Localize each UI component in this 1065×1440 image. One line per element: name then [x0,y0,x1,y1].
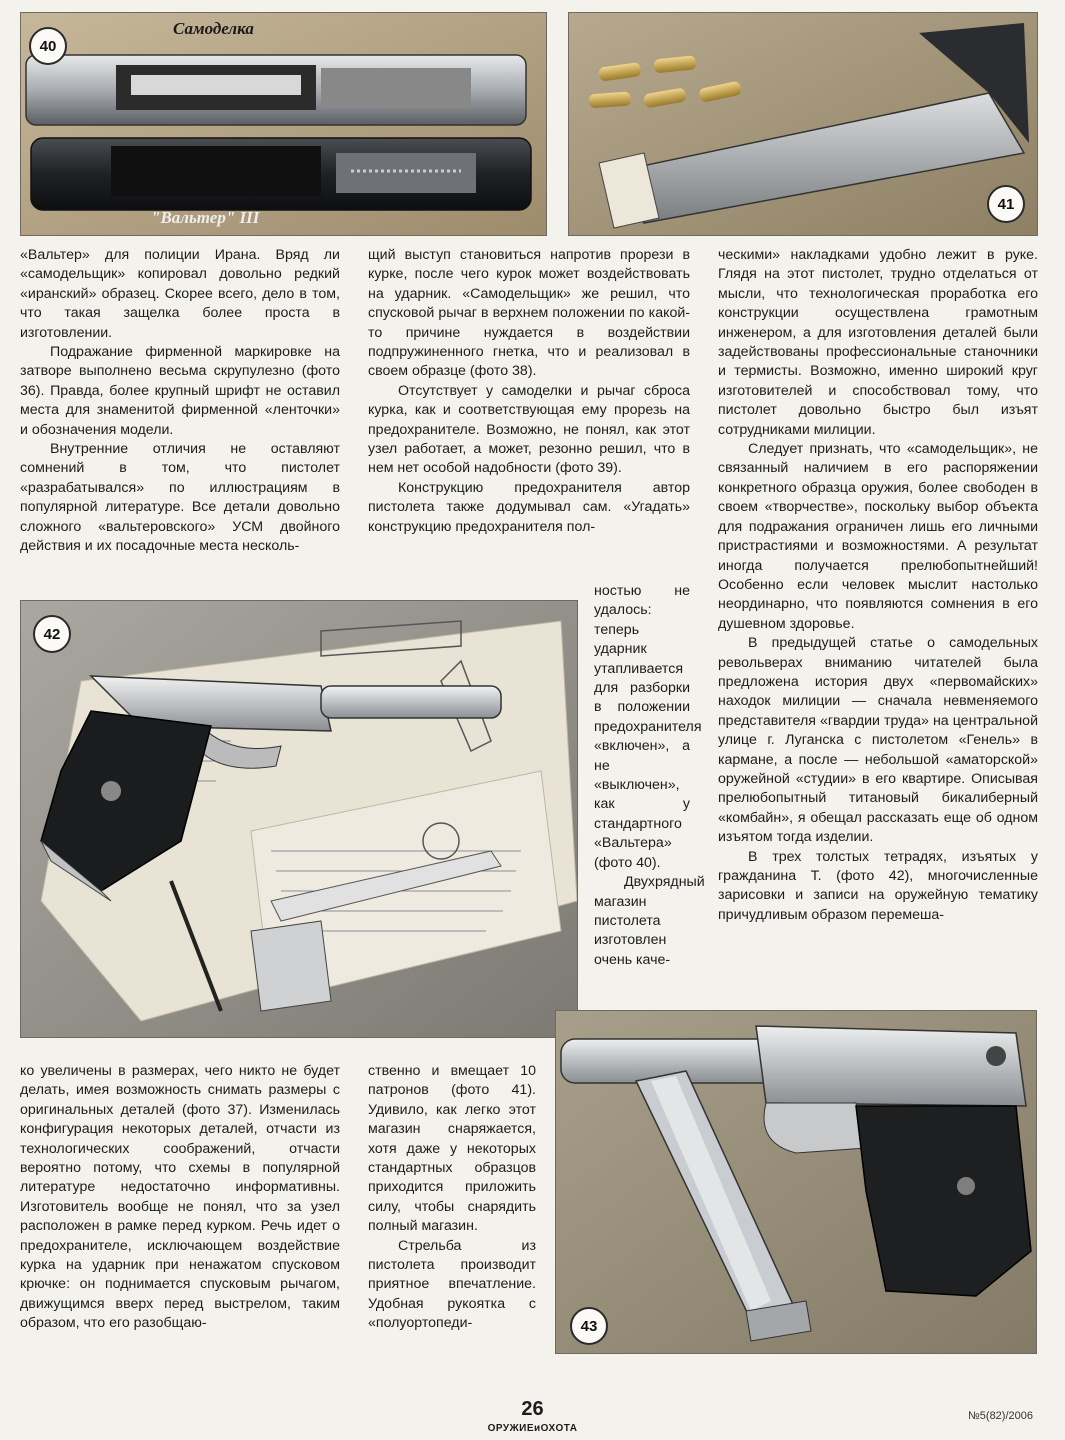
photo-number-badge: 40 [29,27,67,65]
photo-number-badge: 41 [987,185,1025,223]
photo-40-image [21,13,546,235]
photo-41 [568,12,1038,236]
paragraph: щий выступ становиться напротив прорези в курке, после чего курок может воздействовать на ударник. «Самодельщик» же решил, что спусковой рычаг в верхнем положении по какой-то причине нуждается в воздействии подпружиненного гнетка, что и реализовал в своем образце (фото 38). [368,247,690,380]
issue-number: №5(82)/2006 [967,1410,1033,1422]
photo-40 [20,12,547,236]
paragraph: Отсутствует у самоделки и рычаг сброса курка, как и соответствующая ему прорезь на предохранителе. Возможно, не понял, как этот узел работает, а может, резонно решил, что в нем нет особой надобности (фото 39). [368,382,690,477]
text-column-2-narrow [594,582,705,970]
photo-caption-bottom: "Вальтер" III [151,208,260,227]
photo-42-image [21,601,577,1037]
photo-number-badge: 42 [33,615,71,653]
paragraph: Конструкцию предохранителя автор пистолета также додумывал сам. «Угадать» конструкцию предохранителя пол- [368,479,690,535]
paragraph: «Вальтер» для полиции Ирана. Вряд ли «самодельщик» копировал довольно редкий «иранский» образец. Скорее всего, дело в том, что такая защелка более проста в изготовлении. [20,247,340,341]
photo-42 [20,600,578,1038]
paragraph: Стрельба из пистолета производит приятное впечатление. Удобная рукоятка с «полуортопеди- [368,1237,536,1332]
paragraph: ко увеличены в размерах, чего никто не будет делать, имея возможность снимать размеры с оригинальных деталей (фото 37). Изменилась конфигурация некоторых деталей, отчасти из технологических соображений, отчасти вероятно потому, что схемы в популярной литературе недостаточно информативны. Изготовитель вообще не понял, что за узел расположен в рамке перед курком. Речь идет о предохранителе, исключающем воздействие курка на ударник при ненажатом спусковом крючке: он поднимается спусковым рычагом, движущимся вверх перед выстрелом, таким образом, что его разобщаю- [20,1063,340,1332]
text-column-2-bottom [368,1062,536,1334]
magazine-name: ОРУЖИЕиОХОТА [487,1423,578,1434]
page-number: 26 [521,1398,544,1420]
paragraph: Внутренние отличия не оставляют сомнений в том, что пистолет «разрабатывался» по иллюстрациям в популярной литературе. Все детали довольно сложного «вальтеровского» УСМ двойного действия и их посадочные места несколь- [20,441,340,555]
text-column-1-bottom [20,1062,340,1334]
paragraph: В трех толстых тетрадях, изъятых у гражданина Т. (фото 42), многочисленные зарисовки и записи на оружейную тематику причудливым образом перемеша- [718,848,1038,923]
photo-caption-top: Самоделка [173,19,254,38]
photo-number-badge: 43 [570,1307,608,1345]
text-column-1-top [20,246,340,557]
photo-43 [555,1010,1037,1354]
paragraph: В предыдущей статье о самодельных револьверах вниманию читателей была предложена история двух «первомайских» находок милиции — сначала невменяемого представителя «гвардии труда» на центральной улице г. Луганска с пистолетом «Генель» в кармане, а после — небольшой «аматорской» оружейной «студии» в его квартире. Описывая прелюбопытный титановый бикалиберный «комбайн», я обещал рассказать еще об одном изъятом тогда изделии. [718,635,1038,846]
paragraph: ностью не удалось: теперь ударник утапливается для разборки в положении предохранителя «включен», а не «выключен», как у стандартного «Вальтера» (фото 40). [594,583,702,871]
paragraph: Следует признать, что «самодельщик», не связанный наличием в его распоряжении конкретного образца оружия, более свободен в своем «творчестве», поскольку выбор объекта для подражания ограничен лишь его личными пристрастиями и возможностями. А результат иногда получается прелюбопытнейший! Особенно если человек мыслит настолько неординарно, что появляются сомнения в его душевном здоровье. [718,441,1038,632]
paragraph: Подражание фирменной маркировке на затворе выполнено весьма скрупулезно (фото 36). Правда, более крупный шрифт не оставил места для знаменитой фирменной «ленточки» и обозначения модели. [20,344,340,438]
paragraph: ческими» накладками удобно лежит в руке. Глядя на этот пистолет, трудно отделаться от мысли, что технологическая проработка его конструкции осуществлена грамотным инженером, а для изготовления деталей были задействованы профессиональные станочники и термисты. Возможно, именно широкий круг изготовителей и способствовал тому, что пистолет довольно быстро был изъят сотрудниками милиции. [718,247,1038,438]
text-column-3 [718,246,1038,925]
paragraph: Двухрядный магазин пистолета изготовлен очень каче- [594,874,705,968]
text-column-2-top [368,246,690,537]
paragraph: ственно и вмещает 10 патронов (фото 41). Удивило, как легко этот магазин снаряжается, хотя даже у некоторых стандартных образцов приходится приложить силу, чтобы снарядить полный магазин. [368,1063,536,1235]
photo-43-image [556,1011,1036,1353]
photo-41-image [569,13,1037,235]
